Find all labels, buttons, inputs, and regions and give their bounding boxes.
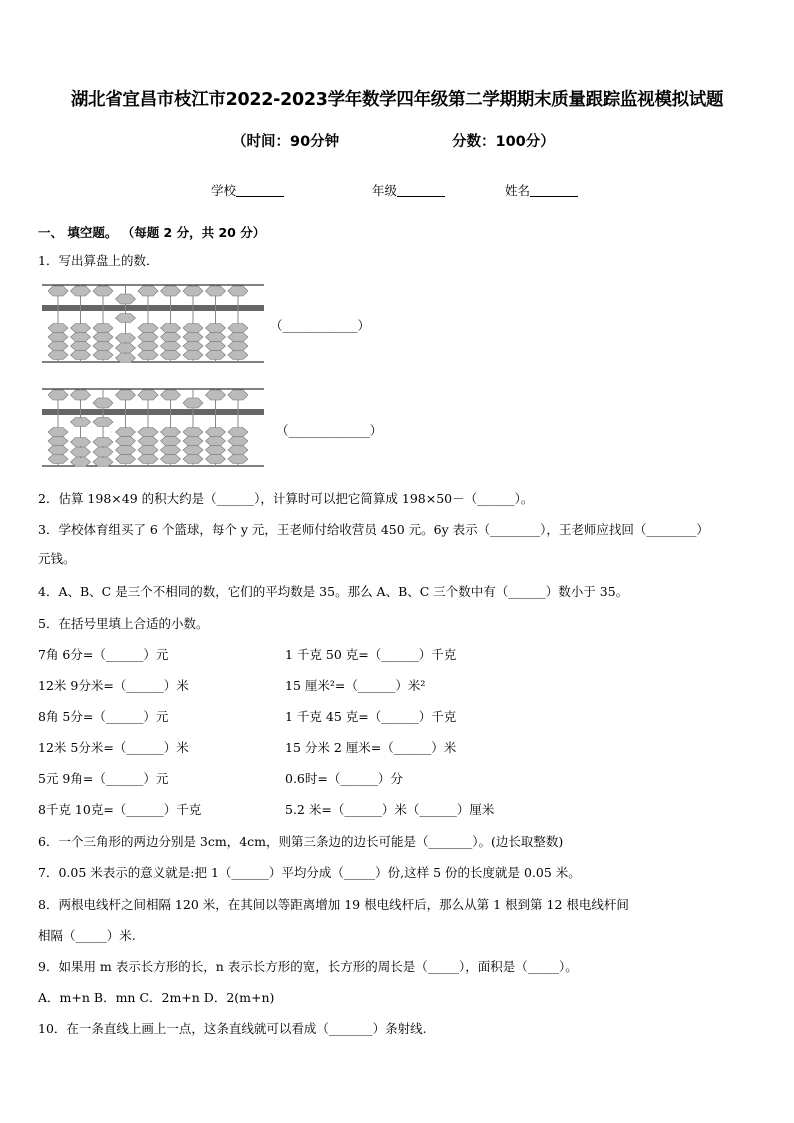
exam-time: （时间：90分钟	[232, 134, 340, 150]
abacus-lower-bead	[183, 324, 203, 333]
q5-item-right: 1 千克 50 克=（______）千克	[285, 647, 457, 662]
q5-item-left: 12米 5分米=（______）米	[38, 740, 189, 755]
question-9: 9．如果用 m 表示长方形的长，n 表示长方形的宽，长方形的周长是（_____），面积是（_____）。	[38, 959, 578, 974]
abacus-upper-bead	[116, 294, 136, 304]
abacus-upper-bead	[71, 390, 91, 400]
question-3: 3．学校体育组买了 6 个篮球，每个 y 元，王老师付给收营员 450 元。6y 表示（________），王老师应找回（________）	[38, 522, 709, 537]
q5-item-left: 5元 9角=（______）元	[38, 771, 169, 786]
abacus-lower-bead	[71, 458, 91, 467]
question-8: 8．两根电线杆之间相隔 120 米，在其间以等距离增加 19 根电线杆后，那么从第 1 根到第 12 根电线杆间	[38, 897, 629, 912]
abacus-lower-bead	[48, 351, 68, 360]
abacus-upper-bead	[183, 398, 203, 408]
abacus-lower-bead	[138, 428, 158, 437]
abacus-lower-bead	[138, 351, 158, 360]
abacus-lower-bead	[48, 324, 68, 333]
abacus-lower-bead	[138, 342, 158, 351]
abacus-lower-bead	[93, 342, 113, 351]
abacus-lower-bead	[228, 428, 248, 437]
question-6: 6．一个三角形的两边分别是 3cm，4cm，则第三条边的边长可能是（_______）。(边长取整数)	[38, 834, 564, 849]
abacus-upper-bead	[183, 286, 203, 296]
abacus-lower-bead	[116, 314, 136, 323]
abacus-lower-bead	[228, 324, 248, 333]
abacus-lower-bead	[161, 333, 181, 342]
answer-blank-abacus-2[interactable]: （_____________）	[276, 423, 383, 438]
abacus-lower-bead	[183, 342, 203, 351]
exam-meta	[232, 130, 555, 151]
abacus-lower-bead	[138, 333, 158, 342]
grade-field[interactable]	[372, 181, 445, 199]
abacus-1	[42, 283, 264, 363]
name-label: 姓名	[505, 183, 531, 198]
abacus-lower-bead	[206, 437, 226, 446]
abacus-upper-bead	[161, 390, 181, 400]
name-field[interactable]	[505, 181, 578, 199]
abacus-lower-bead	[71, 324, 91, 333]
abacus-lower-bead	[161, 428, 181, 437]
school-field[interactable]	[211, 181, 284, 199]
abacus-lower-bead	[93, 458, 113, 467]
abacus-lower-bead	[116, 334, 136, 343]
abacus-lower-bead	[206, 333, 226, 342]
question-7: 7．0.05 米表示的意义就是:把 1（______）平均分成（_____）份,这样 5 份的长度就是 0.05 米。	[38, 865, 581, 880]
abacus-upper-bead	[228, 286, 248, 296]
abacus-upper-bead	[93, 286, 113, 296]
abacus-lower-bead	[71, 333, 91, 342]
question-3-cont: 元钱。	[38, 551, 76, 566]
abacus-lower-bead	[228, 446, 248, 455]
q5-item-left: 8千克 10克=（______）千克	[38, 802, 202, 817]
question-9-options: A．m+n B．mn C．2m+n D．2(m+n)	[38, 990, 275, 1005]
abacus-lower-bead	[93, 418, 113, 427]
abacus-upper-bead	[206, 390, 226, 400]
abacus-upper-bead	[138, 286, 158, 296]
q5-item-left: 12米 9分米=（______）米	[38, 678, 189, 693]
abacus-lower-bead	[161, 351, 181, 360]
abacus-upper-bead	[48, 390, 68, 400]
abacus-lower-bead	[161, 324, 181, 333]
abacus-lower-bead	[93, 333, 113, 342]
question-4: 4．A、B、C 是三个不相同的数，它们的平均数是 35。那么 A、B、C 三个数中有（______）数小于 35。	[38, 584, 629, 599]
abacus-lower-bead	[206, 428, 226, 437]
abacus-lower-bead	[183, 437, 203, 446]
q5-item-right: 0.6时=（______）分	[285, 771, 403, 786]
abacus-upper-bead	[93, 398, 113, 408]
abacus-lower-bead	[71, 438, 91, 447]
abacus-lower-bead	[138, 446, 158, 455]
abacus-lower-bead	[161, 446, 181, 455]
abacus-lower-bead	[93, 324, 113, 333]
abacus-lower-bead	[161, 342, 181, 351]
abacus-upper-bead	[161, 286, 181, 296]
q5-item-right: 15 分米 2 厘米=（______）米	[285, 740, 457, 755]
section-heading: 一、 填空题。 （每题 2 分，共 20 分）	[38, 225, 266, 240]
abacus-lower-bead	[71, 418, 91, 427]
answer-blank-abacus-1[interactable]: （____________）	[270, 318, 371, 333]
abacus-lower-bead	[48, 342, 68, 351]
abacus-lower-bead	[93, 351, 113, 360]
q5-item-right: 1 千克 45 克=（______）千克	[285, 709, 457, 724]
abacus-beam	[42, 409, 264, 415]
abacus-lower-bead	[228, 455, 248, 464]
abacus-lower-bead	[183, 351, 203, 360]
abacus-lower-bead	[228, 437, 248, 446]
exam-title: 湖北省宜昌市枝江市2022-2023学年数学四年级第二学期期末质量跟踪监视模拟试题	[70, 90, 724, 110]
abacus-lower-bead	[228, 351, 248, 360]
question-8-cont: 相隔（_____）米.	[38, 928, 136, 943]
q5-item-right: 15 厘米²=（______）米²	[285, 678, 426, 693]
abacus-lower-bead	[183, 455, 203, 464]
abacus-lower-bead	[206, 342, 226, 351]
abacus-lower-bead	[71, 342, 91, 351]
exam-score: 分数：100分）	[452, 134, 555, 150]
abacus-upper-bead	[138, 390, 158, 400]
grade-label: 年级	[372, 183, 398, 198]
abacus-lower-bead	[206, 351, 226, 360]
abacus-lower-bead	[138, 437, 158, 446]
abacus-lower-bead	[116, 446, 136, 455]
abacus-lower-bead	[93, 438, 113, 447]
q5-item-left: 7角 6分=（______）元	[38, 647, 169, 662]
question-5: 5．在括号里填上合适的小数。	[38, 616, 209, 631]
abacus-lower-bead	[48, 333, 68, 342]
abacus-lower-bead	[48, 437, 68, 446]
abacus-lower-bead	[183, 428, 203, 437]
abacus-lower-bead	[71, 351, 91, 360]
abacus-lower-bead	[48, 428, 68, 437]
abacus-lower-bead	[116, 437, 136, 446]
abacus-lower-bead	[116, 354, 136, 363]
question-10: 10．在一条直线上画上一点，这条直线就可以看成（_______）条射线.	[38, 1021, 427, 1036]
abacus-lower-bead	[206, 446, 226, 455]
abacus-lower-bead	[183, 333, 203, 342]
abacus-lower-bead	[228, 342, 248, 351]
q5-item-right: 5.2 米=（______）米（______）厘米	[285, 802, 495, 817]
abacus-lower-bead	[228, 333, 248, 342]
abacus-lower-bead	[116, 455, 136, 464]
abacus-lower-bead	[138, 455, 158, 464]
question-2: 2．估算 198×49 的积大约是（______），计算时可以把它简算成 198×50－（______）。	[38, 491, 534, 506]
abacus-lower-bead	[138, 324, 158, 333]
abacus-lower-bead	[48, 455, 68, 464]
abacus-upper-bead	[228, 390, 248, 400]
school-label: 学校	[211, 183, 237, 198]
abacus-lower-bead	[206, 455, 226, 464]
abacus-upper-bead	[48, 286, 68, 296]
abacus-lower-bead	[161, 437, 181, 446]
abacus-lower-bead	[116, 344, 136, 353]
question-1: 1．写出算盘上的数．	[38, 253, 159, 268]
abacus-upper-bead	[206, 286, 226, 296]
q5-item-left: 8角 5分=（______）元	[38, 709, 169, 724]
abacus-upper-bead	[116, 390, 136, 400]
abacus-2	[42, 387, 264, 467]
abacus-lower-bead	[206, 324, 226, 333]
abacus-lower-bead	[161, 455, 181, 464]
abacus-upper-bead	[71, 286, 91, 296]
abacus-lower-bead	[48, 446, 68, 455]
abacus-lower-bead	[93, 448, 113, 457]
abacus-lower-bead	[183, 446, 203, 455]
abacus-lower-bead	[116, 428, 136, 437]
abacus-beam	[42, 305, 264, 311]
abacus-lower-bead	[71, 448, 91, 457]
